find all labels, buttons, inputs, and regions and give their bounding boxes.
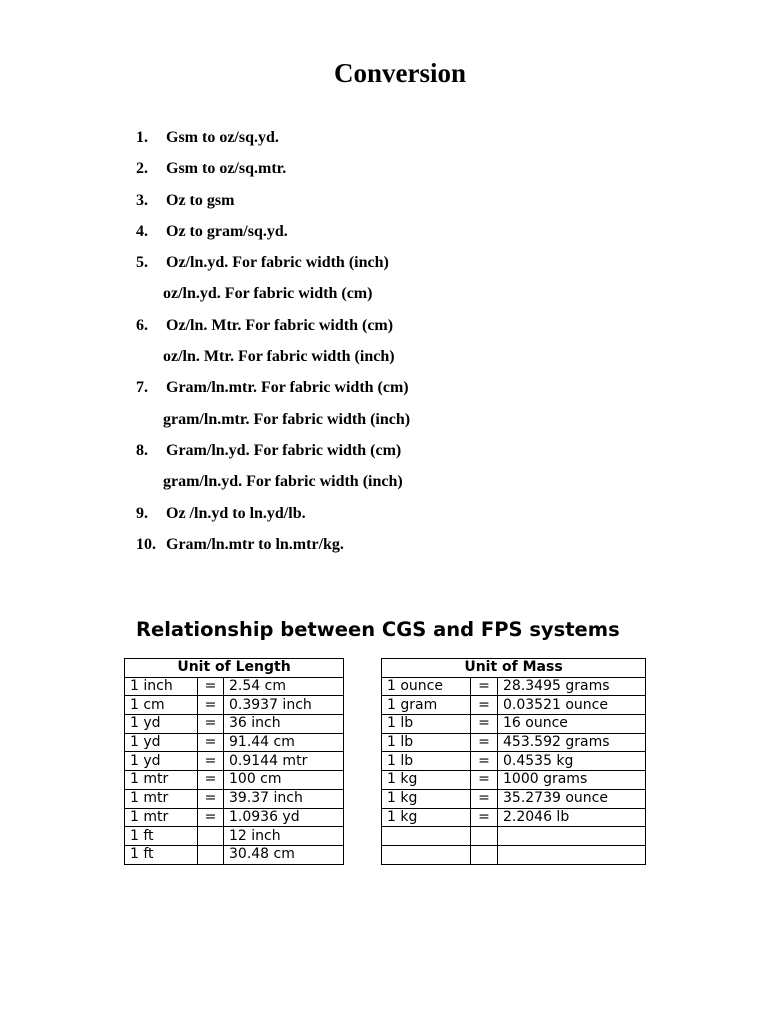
table-row [125,827,344,846]
conversion-item [136,216,410,247]
value-cell: 16 ounce [498,715,646,734]
value-cell: 453.592 grams [498,733,646,752]
conversion-item [136,529,410,560]
unit-cell: 1 inch [125,677,198,696]
unit-cell: 1 ft [125,827,198,846]
conversion-item-number: 7. [136,379,148,397]
unit-cell: 1 yd [125,752,198,771]
equals-cell: = [471,771,498,790]
conversion-list [136,122,410,560]
equals-cell: = [198,696,224,715]
equals-cell: = [471,715,498,734]
table-row [125,696,344,715]
conversion-item-subline: oz/ln.yd. For fabric width (cm) [163,285,373,303]
conversion-item-number: 3. [136,191,148,209]
unit-cell: 1 mtr [125,789,198,808]
conversion-item-number: 10. [136,535,156,553]
conversion-item-text: Oz to gram/sq.yd. [166,222,288,240]
value-cell: 36 inch [224,715,344,734]
conversion-item [136,498,410,529]
conversion-item [136,310,410,341]
equals-cell [471,827,498,846]
unit-cell: 1 ounce [382,677,471,696]
table-row [125,715,344,734]
conversion-item-number: 6. [136,316,148,334]
unit-cell: 1 gram [382,696,471,715]
value-cell: 35.2739 ounce [498,789,646,808]
conversion-item-number: 8. [136,441,148,459]
conversion-item-number: 9. [136,504,148,522]
unit-cell: 1 kg [382,789,471,808]
equals-cell: = [198,752,224,771]
value-cell: 2.2046 lb [498,808,646,827]
mass-table-header: Unit of Mass [382,659,646,678]
table-row [382,715,646,734]
table-row [382,789,646,808]
conversion-item-text: Oz/ln. Mtr. For fabric width (cm) [166,316,394,334]
unit-cell: 1 lb [382,733,471,752]
value-cell: 0.03521 ounce [498,696,646,715]
equals-cell: = [198,715,224,734]
unit-cell: 1 kg [382,808,471,827]
unit-cell: 1 yd [125,733,198,752]
unit-cell [382,827,471,846]
conversion-item-number: 1. [136,129,148,146]
conversion-item [136,122,410,153]
value-cell: 91.44 cm [224,733,344,752]
conversion-item [136,153,410,184]
table-row [382,845,646,864]
table-row [125,845,344,864]
table-row [125,789,344,808]
unit-of-mass-table [381,658,646,865]
value-cell [498,827,646,846]
relationship-heading: Relationship between CGS and FPS systems [136,618,620,641]
table-header-row [382,659,646,678]
equals-cell: = [198,808,224,827]
value-cell: 0.4535 kg [498,752,646,771]
unit-of-length-table [124,658,344,865]
conversion-item-number: 2. [136,160,148,178]
equals-cell: = [198,677,224,696]
value-cell: 0.9144 mtr [224,752,344,771]
unit-cell: 1 mtr [125,771,198,790]
unit-cell: 1 yd [125,715,198,734]
unit-cell: 1 lb [382,715,471,734]
conversion-item-subline: gram/ln.mtr. For fabric width (inch) [163,410,411,428]
equals-cell: = [471,677,498,696]
table-row [382,696,646,715]
table-row [125,808,344,827]
value-cell: 2.54 cm [224,677,344,696]
conversion-item [136,372,410,403]
conversion-item-text: Oz/ln.yd. For fabric width (inch) [166,254,389,272]
conversion-item-text: Gsm to oz/sq.mtr. [166,160,287,178]
conversion-item-text: Gram/ln.yd. For fabric width (cm) [166,441,402,459]
conversion-item-text: Oz /ln.yd to ln.yd/lb. [166,504,306,522]
length-table-header: Unit of Length [125,659,344,678]
conversion-item-text: Oz to gsm [166,191,235,209]
table-row [382,771,646,790]
conversion-item [136,185,410,216]
value-cell: 12 inch [224,827,344,846]
unit-cell: 1 ft [125,845,198,864]
equals-cell: = [471,696,498,715]
table-row [125,733,344,752]
table-row [382,808,646,827]
equals-cell: = [471,789,498,808]
value-cell: 28.3495 grams [498,677,646,696]
value-cell: 1000 grams [498,771,646,790]
unit-cell: 1 cm [125,696,198,715]
value-cell [498,845,646,864]
equals-cell [198,827,224,846]
unit-cell: 1 lb [382,752,471,771]
value-cell: 30.48 cm [224,845,344,864]
equals-cell: = [471,733,498,752]
equals-cell: = [198,771,224,790]
equals-cell: = [198,733,224,752]
table-row [382,677,646,696]
conversion-item-subline: gram/ln.yd. For fabric width (inch) [163,473,403,491]
conversion-item-number: 5. [136,254,148,272]
equals-cell: = [198,789,224,808]
conversion-item-subline: oz/ln. Mtr. For fabric width (inch) [163,348,395,366]
table-row [125,677,344,696]
value-cell: 100 cm [224,771,344,790]
unit-cell: 1 mtr [125,808,198,827]
equals-cell: = [471,752,498,771]
unit-cell [382,845,471,864]
value-cell: 39.37 inch [224,789,344,808]
equals-cell [471,845,498,864]
conversion-item-text: Gram/ln.mtr to ln.mtr/kg. [166,535,344,553]
conversion-item-text: Gram/ln.mtr. For fabric width (cm) [166,379,409,397]
table-row [125,771,344,790]
conversion-item-number: 4. [136,222,148,240]
page-title: Conversion [333,58,466,88]
value-cell: 1.0936 yd [224,808,344,827]
conversion-item [136,435,410,466]
equals-cell [198,845,224,864]
table-row [382,733,646,752]
table-row [125,752,344,771]
table-row [382,752,646,771]
conversion-item [136,247,410,278]
unit-cell: 1 kg [382,771,471,790]
conversion-item-text: Gsm to oz/sq.yd. [166,129,279,146]
value-cell: 0.3937 inch [224,696,344,715]
equals-cell: = [471,808,498,827]
table-row [382,827,646,846]
table-header-row [125,659,344,678]
